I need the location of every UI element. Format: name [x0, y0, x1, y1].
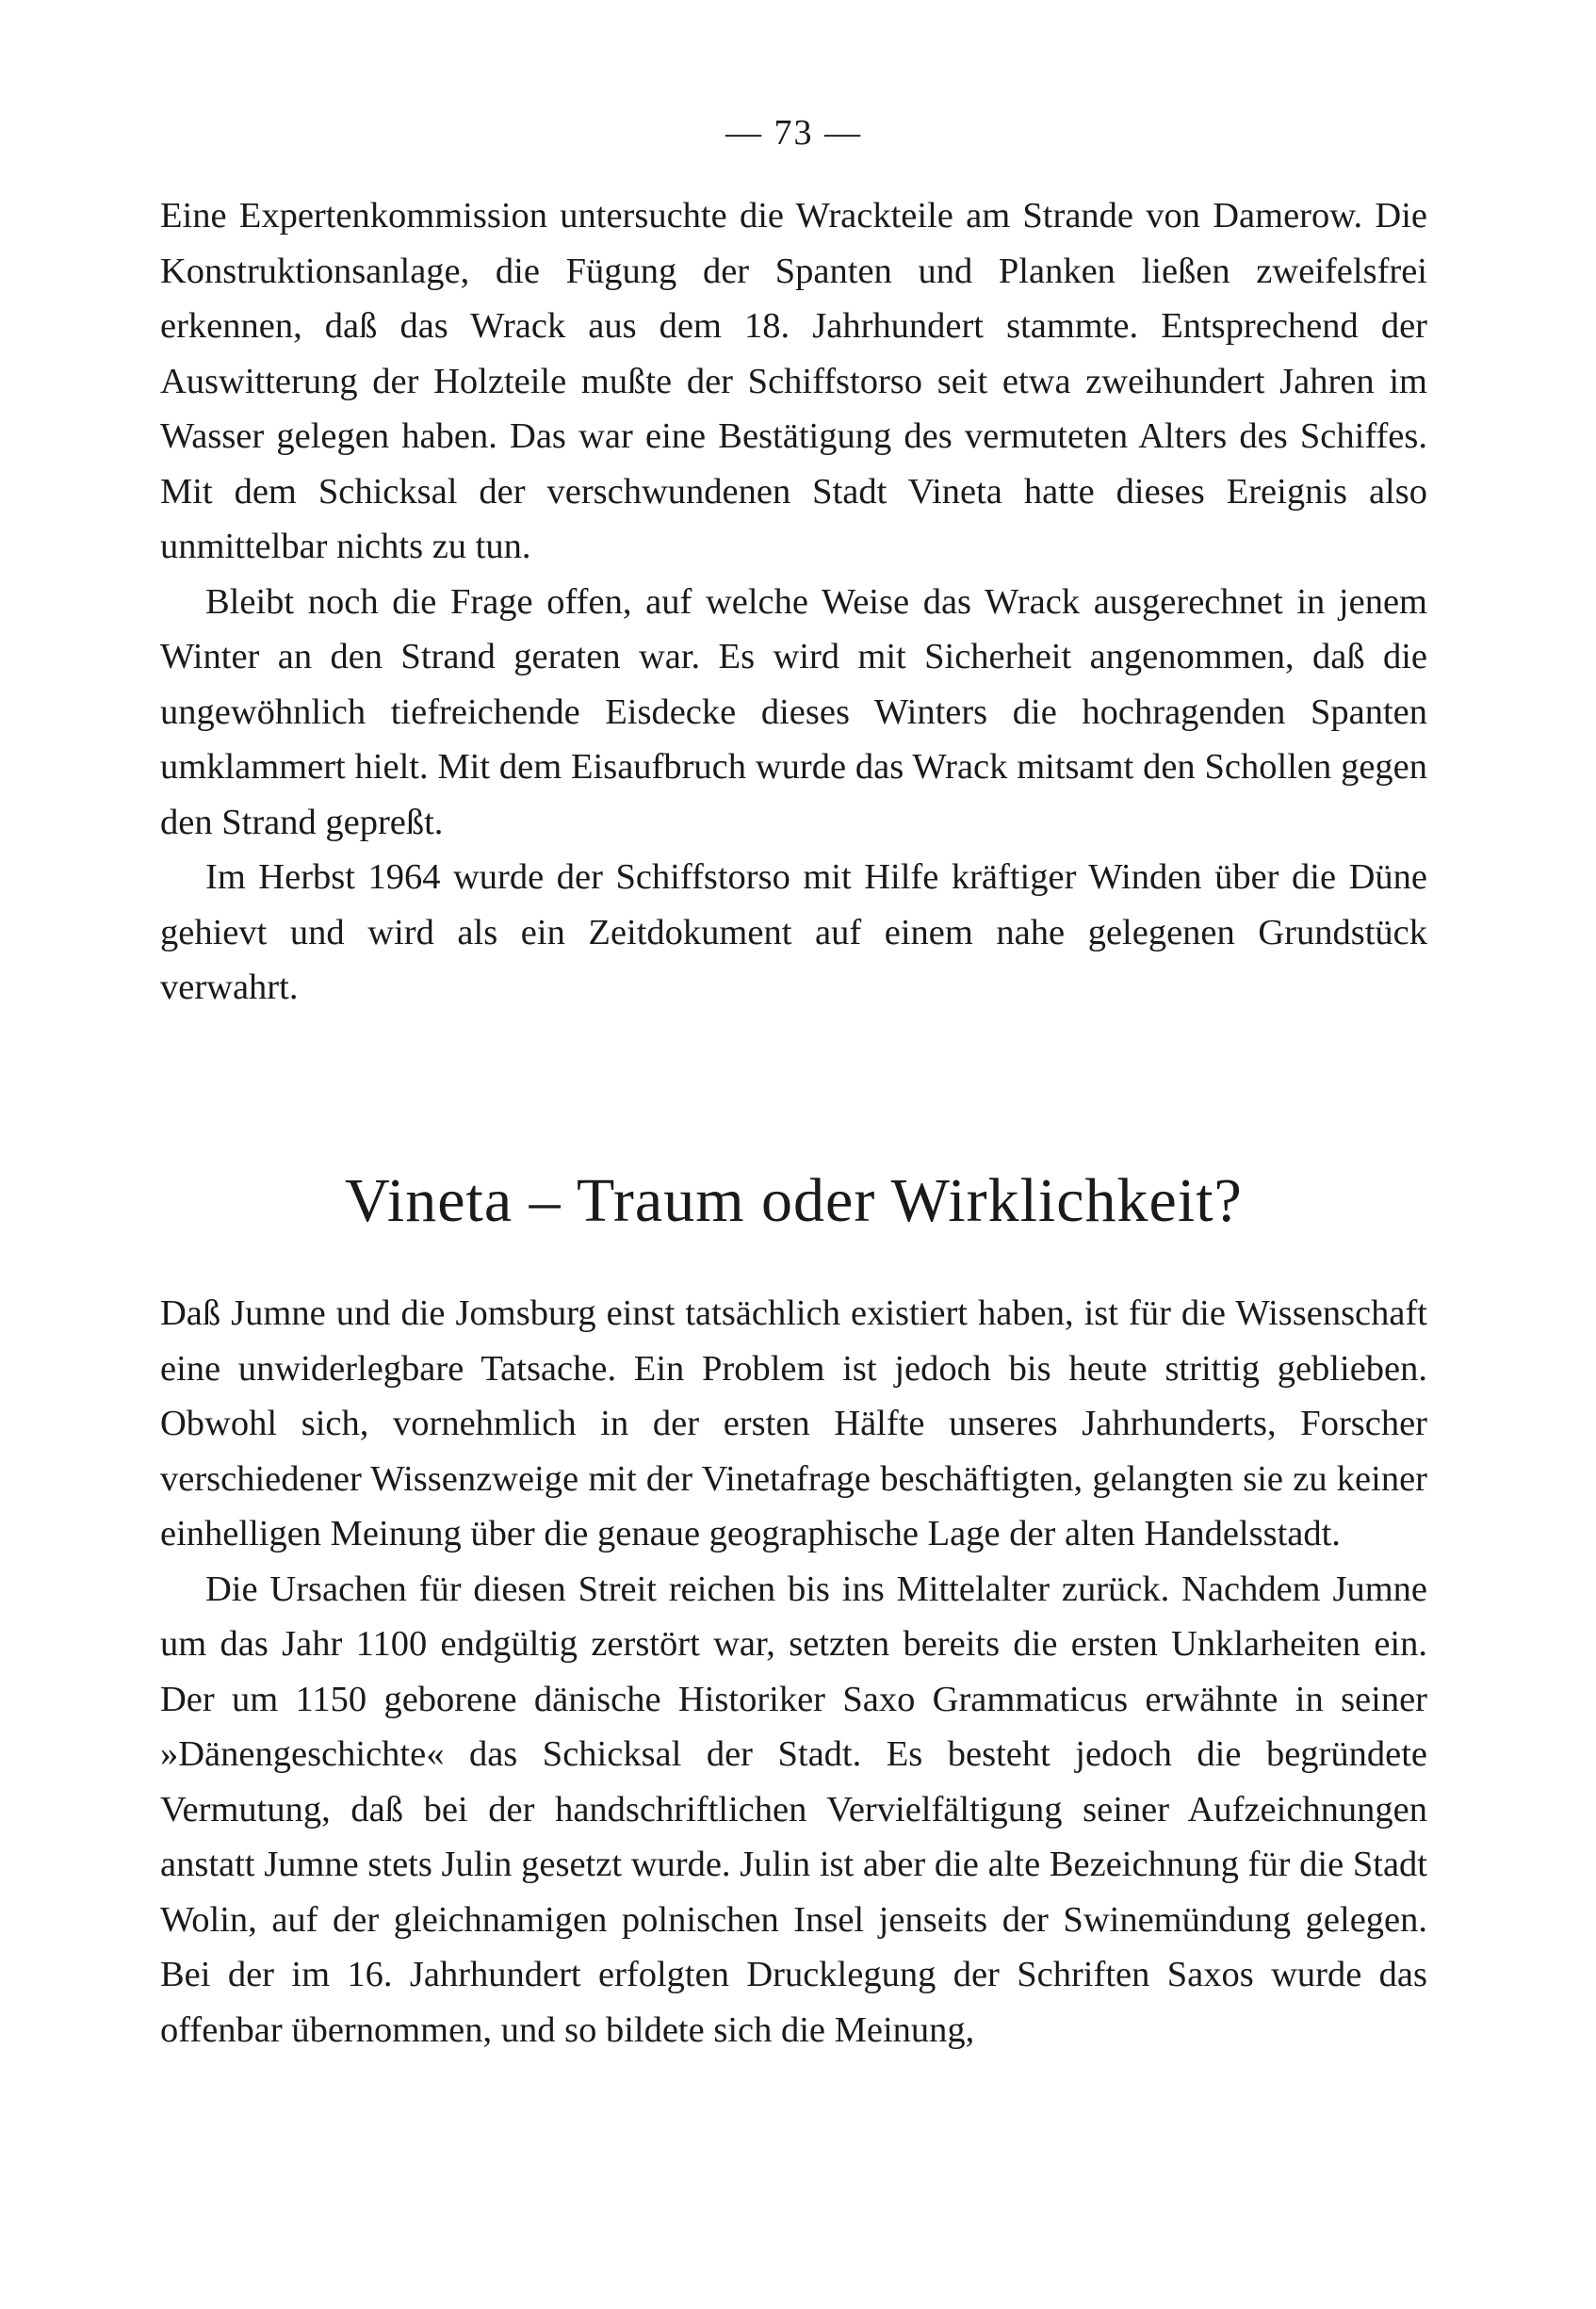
paragraph-expert-commission: Eine Expertenkommission untersuchte die Wrackteile am Strande von Damerow. Die Konstruktionsanlage, die Fügung der Spanten und Planken ließen zweifelsfrei erkennen, daß das Wrack aus dem 18. Jahrhundert stammte. Entsprechend der Auswitterung der Holzteile mußte der Schiffstorso seit etwa zweihundert Jahren im Wasser gelegen haben. Das war eine Bestätigung des vermuteten Alters des Schiffes. Mit dem Schicksal der verschwundenen Stadt Vineta hatte dieses Ereignis also unmittelbar nichts zu tun. [160, 196, 1427, 566]
paragraph-ice-theory: Bleibt noch die Frage offen, auf welche Weise das Wrack ausgerechnet in jenem Winter an den Strand geraten war. Es wird mit Sicherheit angenommen, daß die ungewöhnlich tiefreichende Eisdecke dieses Winters die hochragenden Spanten umklammert hielt. Mit dem Eisaufbruch wurde das Wrack mitsamt den Schollen gegen den Strand gepreßt. [160, 581, 1427, 842]
paragraph-autumn-1964: Im Herbst 1964 wurde der Schiffstorso mit Hilfe kräftiger Winden über die Düne gehievt und wird als ein Zeitdokument auf einem nahe gelegenen Grundstück verwahrt. [160, 857, 1427, 1007]
book-page [160, 0, 1427, 2309]
section-vineta-text [160, 1286, 1427, 2057]
page-number: — 73 — [725, 113, 862, 153]
paragraph-jumne-existence: Daß Jumne und die Jomsburg einst tatsächlich existiert haben, ist für die Wissenschaft eine unwiderlegbare Tatsache. Ein Problem ist jedoch bis heute strittig geblieben. Obwohl sich, vornehmlich in der ersten Hälfte unseres Jahrhunderts, Forscher verschiedener Wissenzweige mit der Vinetafrage beschäftigten, gelangten sie zu keiner einhelligen Meinung über die genaue geographische Lage der alten Handelsstadt. [160, 1293, 1427, 1553]
section-intro-text [160, 188, 1427, 1016]
paragraph-causes-dispute: Die Ursachen für diesen Streit reichen bis ins Mittelalter zurück. Nachdem Jumne um das Jahr 1100 endgültig zerstört war, setzten bereits die ersten Unklarheiten ein. Der um 1150 geborene dänische Historiker Saxo Grammaticus erwähnte in seiner »Dänengeschichte« das Schicksal der Stadt. Es besteht jedoch die begründete Vermutung, daß bei der handschriftlichen Vervielfältigung seiner Aufzeichnungen anstatt Jumne stets Julin gesetzt wurde. Julin ist aber die alte Bezeichnung für die Stadt Wolin, auf der gleichnamigen polnischen Insel jenseits der Swinemündung gelegen. Bei der im 16. Jahrhundert erfolgten Drucklegung der Schriften Saxos wurde das offenbar übernommen, und so bildete sich die Meinung, [160, 1569, 1427, 2050]
chapter-heading: Vineta – Traum oder Wirklichkeit? [345, 1166, 1243, 1235]
